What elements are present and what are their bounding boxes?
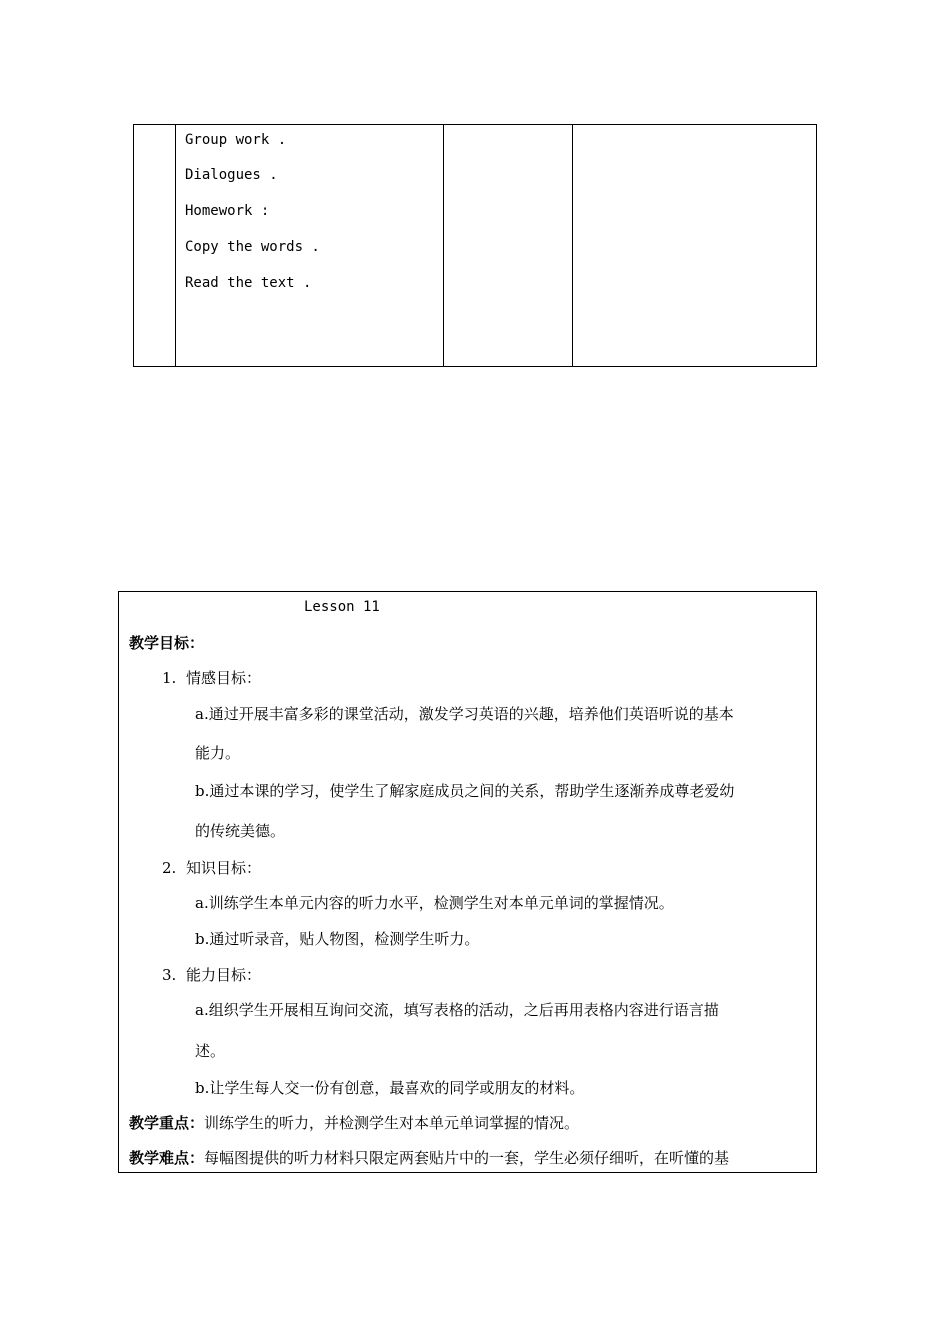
goal-number: 3. [162, 966, 177, 984]
goal-item-line: b.通过听录音，贴人物图，检测学生听力。 [195, 930, 480, 948]
goal-item-line: a.组织学生开展相互询问交流，填写表格的活动，之后再用表格内容进行语言描 [195, 1001, 719, 1019]
table-line: Homework : [185, 203, 270, 219]
table-line: Read the text . [185, 275, 312, 291]
goal-item-line: b.通过本课的学习，使学生了解家庭成员之间的关系，帮助学生逐渐养成尊老爱幼 [195, 782, 735, 800]
key-point-label: 教学重点： [129, 1114, 205, 1132]
table-line: Dialogues . [185, 167, 278, 183]
table-divider [175, 125, 176, 366]
difficulty-text: 每幅图提供的听力材料只限定两套贴片中的一套，学生必须仔细听，在听懂的基 [204, 1149, 730, 1167]
table-line: Group work . [185, 132, 287, 148]
goal-item-line: 的传统美德。 [195, 822, 286, 840]
top-table [133, 124, 817, 367]
goal-label: 情感目标： [186, 669, 262, 687]
goal-number: 1. [162, 669, 177, 687]
goal-number: 2. [162, 859, 177, 877]
key-point-text: 训练学生的听力，并检测学生对本单元单词掌握的情况。 [204, 1114, 580, 1132]
goal-item-line: 能力。 [195, 744, 241, 762]
table-divider [572, 125, 573, 366]
goal-heading [162, 667, 261, 689]
objectives-label: 教学目标： [129, 634, 205, 652]
goal-item-line: a.通过开展丰富多彩的课堂活动，激发学习英语的兴趣，培养他们英语听说的基本 [195, 705, 734, 723]
goal-item-line: 述。 [195, 1042, 226, 1060]
lesson-box [118, 591, 817, 1173]
key-point [129, 1112, 579, 1134]
difficulty-label: 教学难点： [129, 1149, 205, 1167]
goal-heading [162, 964, 261, 986]
difficulty [129, 1147, 729, 1169]
goal-label: 能力目标： [186, 966, 262, 984]
goal-label: 知识目标： [186, 859, 262, 877]
goal-item-line: b.让学生每人交一份有创意，最喜欢的同学或朋友的材料。 [195, 1079, 585, 1097]
table-line: Copy the words . [185, 239, 320, 255]
lesson-title: Lesson 11 [304, 599, 380, 615]
table-divider [443, 125, 444, 366]
goal-heading [162, 857, 261, 879]
goal-item-line: a.训练学生本单元内容的听力水平，检测学生对本单元单词的掌握情况。 [195, 894, 674, 912]
